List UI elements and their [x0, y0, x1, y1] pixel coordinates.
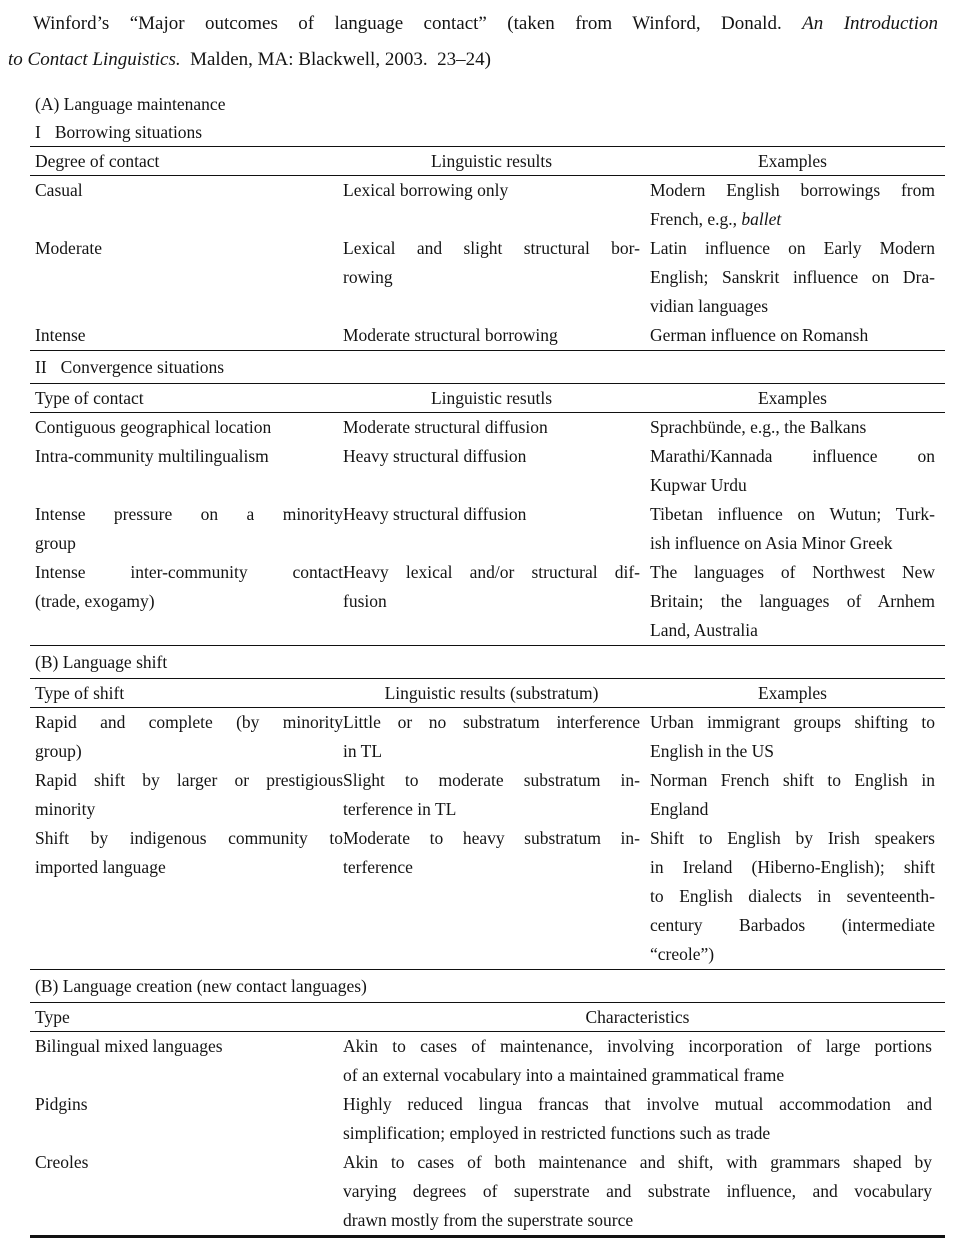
- table-cell: [343, 321, 650, 350]
- cell-line: of an external vocabulary into a maintained grammatical frame: [343, 1065, 785, 1085]
- cell-line: Moderate structural diffusion: [343, 417, 548, 437]
- cell-line: to English dialects in seventeenth-: [650, 886, 935, 906]
- table-cell: [650, 321, 945, 350]
- cell-line: (trade, exogamy): [35, 591, 155, 611]
- table-cell: [650, 766, 945, 824]
- cell-line: varying degrees of superstrate and substrate influence, and vocabulary: [343, 1181, 932, 1201]
- cell-line: Tibetan influence on Wutun; Turk-: [650, 504, 935, 524]
- table-cell: [30, 234, 343, 263]
- book-title-part-2: to Contact Linguistics.: [8, 49, 181, 70]
- citation-line-1: [8, 6, 938, 42]
- book-title-part-1: An Introduction: [802, 13, 938, 34]
- cell-line: simplification; employed in restricted functions such as trade: [343, 1123, 771, 1143]
- table-bottom-rule: [30, 1235, 945, 1238]
- table-cell: [650, 413, 945, 442]
- table-cell: [343, 1148, 945, 1235]
- column-header: [343, 1003, 945, 1031]
- cell-line: Type of contact: [35, 388, 144, 408]
- cell-line: Marathi/Kannada influence on: [650, 446, 935, 466]
- cell-line: Little or no substratum interference: [343, 712, 640, 732]
- table-cell: [650, 442, 945, 500]
- cell-line: Intense inter-community contact: [35, 562, 343, 582]
- cell-line: Heavy structural diffusion: [343, 504, 527, 524]
- cell-line: Sprachbünde, e.g., the Balkans: [650, 417, 867, 437]
- table-row: [30, 1148, 945, 1235]
- creation-table-body: [30, 1032, 945, 1235]
- table-cell: [343, 558, 650, 616]
- table-header-row: [30, 679, 945, 707]
- table-row: [30, 500, 945, 558]
- table-header-row: [30, 384, 945, 412]
- table-cell: [650, 708, 945, 766]
- section-a-label: (A) Language maintenance: [35, 94, 226, 114]
- table-cell: [343, 766, 650, 824]
- column-header: [343, 679, 650, 707]
- citation-line-2: [8, 42, 938, 78]
- cell-line: Examples: [757, 151, 827, 171]
- cell-line: English in the US: [650, 741, 774, 761]
- cell-line: Lexical and slight structural bor-: [343, 238, 640, 258]
- table-cell: [343, 442, 650, 471]
- cell-line: Urban immigrant groups shifting to: [650, 712, 935, 732]
- table-cell: [30, 1032, 343, 1061]
- cell-line: Modern English borrowings from: [650, 180, 935, 200]
- table-cell: [650, 234, 945, 321]
- cell-line: Shift to English by Irish speakers: [650, 828, 935, 848]
- cell-line: drawn mostly from the superstrate source: [343, 1210, 634, 1230]
- table-cell: [343, 708, 650, 766]
- table-cell: [30, 176, 343, 205]
- column-header: [30, 679, 343, 707]
- section-labels: [35, 90, 960, 146]
- table-cell: [30, 1090, 343, 1119]
- table-row: [30, 1032, 945, 1090]
- cell-line: The languages of Northwest New: [650, 562, 935, 582]
- cell-line: Kupwar Urdu: [650, 475, 747, 495]
- cell-line: Rapid and complete (by minority: [35, 712, 343, 732]
- cell-line: minority: [35, 799, 96, 819]
- cell-line: Intra-community multilingualism: [35, 446, 269, 466]
- table-cell: [30, 1148, 343, 1177]
- column-header: [343, 384, 650, 412]
- cell-line: Moderate: [35, 238, 103, 258]
- cell-line: Linguistic resutls: [430, 388, 553, 408]
- cell-line: Pidgins: [35, 1094, 88, 1114]
- borrowing-table-body: [30, 176, 945, 350]
- cell-line: England: [650, 799, 709, 819]
- table-row: [30, 766, 945, 824]
- section-ii-label: [35, 351, 960, 383]
- table-header-row: [30, 147, 945, 175]
- cell-line: Linguistic results: [430, 151, 553, 171]
- cell-line: Latin influence on Early Modern: [650, 238, 935, 258]
- cell-line: Lexical borrowing only: [343, 180, 509, 200]
- column-header: [30, 147, 343, 175]
- table-row: [30, 442, 945, 500]
- cell-line: “creole”): [650, 944, 715, 964]
- table-cell: [30, 766, 343, 824]
- cell-line: Examples: [757, 388, 827, 408]
- table-cell: [30, 824, 343, 882]
- cell-line: Type: [35, 1007, 70, 1027]
- table-cell: [30, 442, 343, 471]
- table-cell: [343, 234, 650, 292]
- cell-line: century Barbados (intermediate: [650, 915, 935, 935]
- cell-line: terference: [343, 857, 413, 877]
- cell-line: Intense pressure on a minority: [35, 504, 343, 524]
- section-i-numeral: I: [35, 122, 41, 142]
- cell-line: Creoles: [35, 1152, 89, 1172]
- column-header: [30, 1003, 343, 1031]
- cell-line: Casual: [35, 180, 83, 200]
- cell-line: Highly reduced lingua francas that involve mutual accommodation and: [343, 1094, 932, 1114]
- table-row: [30, 558, 945, 645]
- cell-line: Degree of contact: [35, 151, 160, 171]
- table-row: [30, 234, 945, 321]
- borrowing-table-header: [30, 147, 945, 175]
- cell-line: Heavy structural diffusion: [343, 446, 527, 466]
- table-cell: [343, 413, 650, 442]
- cell-line: Type of shift: [35, 683, 125, 703]
- cell-line: Akin to cases of maintenance, involving incorporation of large portions: [343, 1036, 932, 1056]
- column-header: [343, 147, 650, 175]
- italic-term: ballet: [741, 209, 782, 229]
- cell-line: ish influence on Asia Minor Greek: [650, 533, 893, 553]
- cell-line: German influence on Romansh: [650, 325, 869, 345]
- column-header: [650, 147, 945, 175]
- table-row: [30, 708, 945, 766]
- table-cell: [30, 413, 343, 442]
- table-cell: [650, 176, 945, 234]
- column-header: [650, 679, 945, 707]
- table-cell: [30, 321, 343, 350]
- citation-publisher: Malden, MA: Blackwell, 2003. 23–24): [180, 49, 491, 70]
- table-cell: [343, 1032, 945, 1090]
- table-cell: [650, 500, 945, 558]
- cell-line: Heavy lexical and/or structural dif-: [343, 562, 640, 582]
- section-b-creation-label: (B) Language creation (new contact languages): [35, 976, 367, 996]
- creation-table-header: [30, 1003, 945, 1031]
- column-header: [30, 384, 343, 412]
- cell-line: in Ireland (Hiberno-English); shift: [650, 857, 935, 877]
- table-row: [30, 1090, 945, 1148]
- citation-paragraph: [8, 0, 938, 78]
- convergence-table-body: [30, 413, 945, 645]
- cell-line: vidian languages: [650, 296, 769, 316]
- cell-line: Land, Australia: [650, 620, 758, 640]
- table-cell: [343, 500, 650, 529]
- table-cell: [343, 1090, 945, 1148]
- cell-line: Examples: [757, 683, 827, 703]
- convergence-table-header: [30, 384, 945, 412]
- table-row: [30, 413, 945, 442]
- shift-table-header: [30, 679, 945, 707]
- table-cell: [343, 176, 650, 205]
- cell-text: French, e.g.,: [650, 209, 742, 229]
- table-row: [30, 824, 945, 969]
- table-cell: [343, 824, 650, 882]
- cell-line: fusion: [343, 591, 387, 611]
- cell-line: Contiguous geographical location: [35, 417, 272, 437]
- cell-line: group: [35, 533, 76, 553]
- cell-line: Norman French shift to English in: [650, 770, 935, 790]
- citation-text: Winford’s “Major outcomes of language contact” (taken from Winford, Donald.: [33, 13, 803, 34]
- cell-line: rowing: [343, 267, 393, 287]
- cell-line: imported language: [35, 857, 166, 877]
- cell-line: terference in TL: [343, 799, 457, 819]
- table-cell: [30, 500, 343, 558]
- section-i-title: Borrowing situations: [54, 122, 203, 142]
- cell-line: Intense: [35, 325, 86, 345]
- cell-line: Moderate to heavy substratum in-: [343, 828, 640, 848]
- table-cell: [650, 558, 945, 645]
- cell-line: Shift by indigenous community to: [35, 828, 343, 848]
- cell-line: Moderate structural borrowing: [343, 325, 558, 345]
- cell-line: Bilingual mixed languages: [35, 1036, 223, 1056]
- cell-line: English; Sanskrit influence on Dra-: [650, 267, 935, 287]
- section-i-label: [35, 118, 960, 146]
- shift-table-body: [30, 708, 945, 969]
- section-ii-numeral: II: [35, 357, 47, 377]
- cell-line: Linguistic results (substratum): [384, 683, 599, 703]
- table-header-row: [30, 1003, 945, 1031]
- table-cell: [30, 558, 343, 616]
- cell-line: Akin to cases of both maintenance and shift, with grammars shaped by: [343, 1152, 932, 1172]
- cell-line: Characteristics: [585, 1007, 690, 1027]
- cell-line: group): [35, 741, 82, 761]
- cell-line: Britain; the languages of Arnhem: [650, 591, 935, 611]
- column-header: [650, 384, 945, 412]
- table-cell: [30, 708, 343, 766]
- table-row: [30, 176, 945, 234]
- section-b-shift-label: (B) Language shift: [35, 652, 168, 672]
- cell-line: Slight to moderate substratum in-: [343, 770, 640, 790]
- cell-line: Rapid shift by larger or prestigious: [35, 770, 343, 790]
- section-ii-title: Convergence situations: [60, 357, 225, 377]
- table-cell: [650, 824, 945, 969]
- cell-line: in TL: [343, 741, 383, 761]
- table-row: [30, 321, 945, 350]
- cell-line: [650, 205, 935, 234]
